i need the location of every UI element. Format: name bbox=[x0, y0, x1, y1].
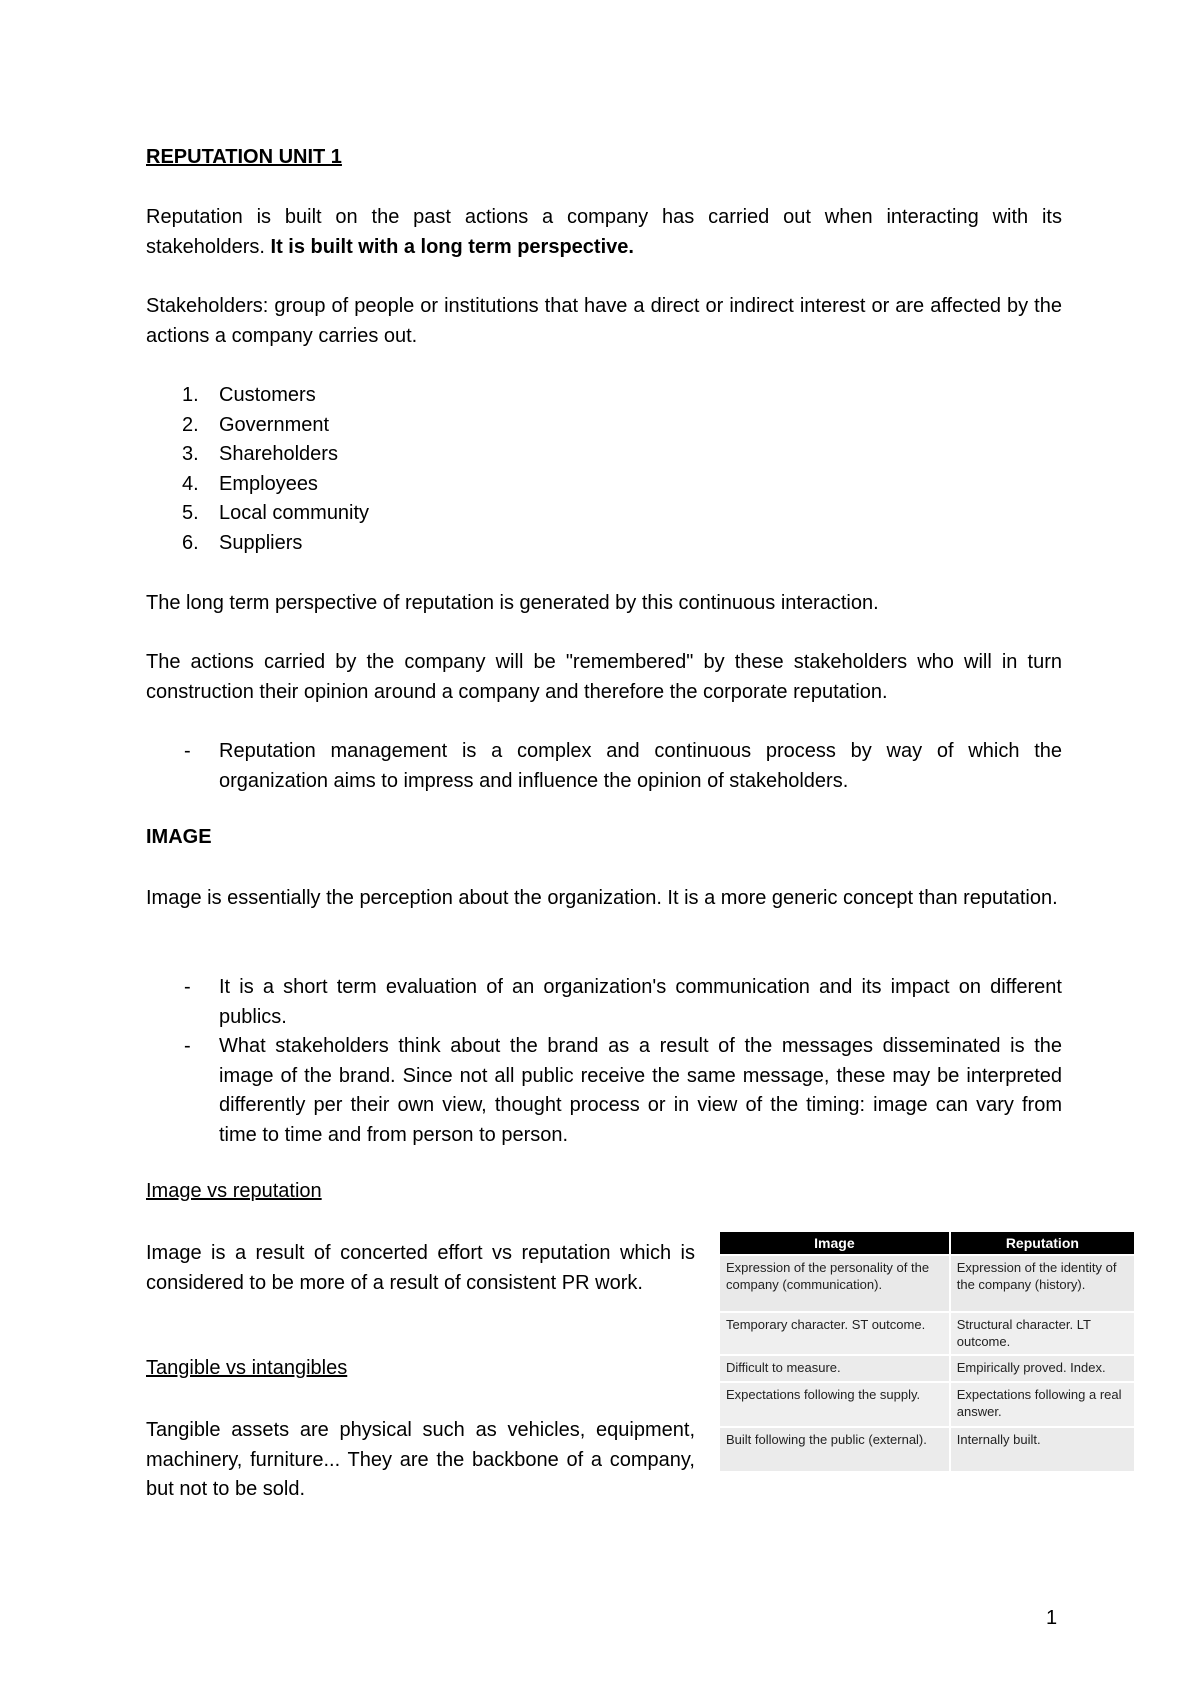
management-bullets bbox=[146, 737, 1062, 796]
tangible-text: Tangible assets are physical such as vehicles, equipment, machinery, furniture... They are the backbone of a company, but not to be sold. bbox=[146, 1419, 695, 1500]
list-label: Suppliers bbox=[219, 531, 303, 554]
page-number: 1 bbox=[1046, 1607, 1058, 1629]
list-label: Local community bbox=[219, 502, 370, 524]
table-row bbox=[720, 1382, 1134, 1427]
dash-marker: - bbox=[184, 740, 191, 762]
table-cell: Expectations following the supply. bbox=[720, 1382, 950, 1427]
list-label: Government bbox=[219, 413, 330, 436]
table-cell: Expression of the personality of the company (communication). bbox=[720, 1255, 950, 1312]
intro-bold-text: It is built with a long term perspective. bbox=[270, 235, 634, 258]
list-item bbox=[146, 1032, 1062, 1150]
table-row bbox=[720, 1312, 1134, 1355]
intro-paragraph bbox=[146, 203, 1062, 262]
table-cell: Built following the public (external). bbox=[720, 1427, 950, 1471]
bullet-text: What stakeholders think about the brand as a result of the messages disseminated is the image of the brand. Since not all public receive the same message, these may be interpreted differently per their own view, thought process or in view of the timing: image can vary from time to time and from person to person. bbox=[219, 1035, 1062, 1146]
table-cell: Empirically proved. Index. bbox=[950, 1355, 1134, 1382]
dash-marker: - bbox=[184, 1035, 191, 1057]
image-definition: Image is essentially the perception about the organization. It is a more generic concept than reputation. bbox=[146, 887, 1058, 909]
list-item bbox=[146, 381, 369, 411]
intro-text: Reputation is built on the past actions a company has carried out when interacting with its stakeholders. bbox=[146, 206, 1062, 258]
stakeholders-list bbox=[146, 381, 369, 558]
table-row bbox=[720, 1355, 1134, 1382]
image-vs-reputation-text: Image is a result of concerted effort vs reputation which is considered to be more of a result of consistent PR work. bbox=[146, 1242, 695, 1294]
table-row bbox=[720, 1427, 1134, 1471]
list-label: Employees bbox=[219, 472, 318, 495]
list-item bbox=[146, 470, 369, 500]
list-label: Customers bbox=[219, 384, 316, 406]
image-heading: IMAGE bbox=[146, 826, 212, 848]
document-title: REPUTATION UNIT 1 bbox=[146, 146, 342, 168]
table-cell: Temporary character. ST outcome. bbox=[720, 1312, 950, 1355]
table-cell: Internally built. bbox=[950, 1427, 1134, 1471]
table-cell: Difficult to measure. bbox=[720, 1355, 950, 1382]
stakeholders-definition: Stakeholders: group of people or institutions that have a direct or indirect interest or are affected by the actions a company carries out. bbox=[146, 295, 1062, 347]
table-header-row bbox=[720, 1232, 1134, 1255]
list-number: 3. bbox=[182, 443, 199, 465]
image-bullets bbox=[146, 973, 1062, 1150]
list-item bbox=[146, 737, 1062, 796]
list-number: 6. bbox=[182, 531, 199, 554]
list-item bbox=[146, 440, 369, 470]
table-cell: Expression of the identity of the company (history). bbox=[950, 1255, 1134, 1312]
list-item bbox=[146, 411, 369, 441]
table-header-image: Image bbox=[720, 1232, 950, 1255]
list-number: 5. bbox=[182, 502, 199, 524]
bullet-text: It is a short term evaluation of an organization's communication and its impact on different publics. bbox=[219, 976, 1062, 1028]
list-number: 4. bbox=[182, 472, 199, 495]
list-item bbox=[146, 973, 1062, 1032]
table-header-reputation: Reputation bbox=[950, 1232, 1134, 1255]
list-label: Shareholders bbox=[219, 443, 338, 465]
list-number: 2. bbox=[182, 413, 199, 436]
long-term-paragraph: The long term perspective of reputation is generated by this continuous interaction. bbox=[146, 592, 879, 614]
image-vs-reputation-title: Image vs reputation bbox=[146, 1180, 322, 1202]
list-number: 1. bbox=[182, 384, 199, 406]
list-item bbox=[146, 529, 369, 559]
table-cell: Expectations following a real answer. bbox=[950, 1382, 1134, 1427]
table-cell: Structural character. LT outcome. bbox=[950, 1312, 1134, 1355]
list-item bbox=[146, 499, 369, 529]
dash-marker: - bbox=[184, 976, 191, 998]
table-row bbox=[720, 1255, 1134, 1312]
bullet-text: Reputation management is a complex and continuous process by way of which the organization aims to impress and influence the opinion of stakeholders. bbox=[219, 740, 1062, 792]
remembered-paragraph: The actions carried by the company will be "remembered" by these stakeholders who will in turn construction their opinion around a company and therefore the corporate reputation. bbox=[146, 651, 1062, 703]
tangible-title: Tangible vs intangibles bbox=[146, 1357, 348, 1379]
image-vs-reputation-table bbox=[720, 1232, 1134, 1471]
